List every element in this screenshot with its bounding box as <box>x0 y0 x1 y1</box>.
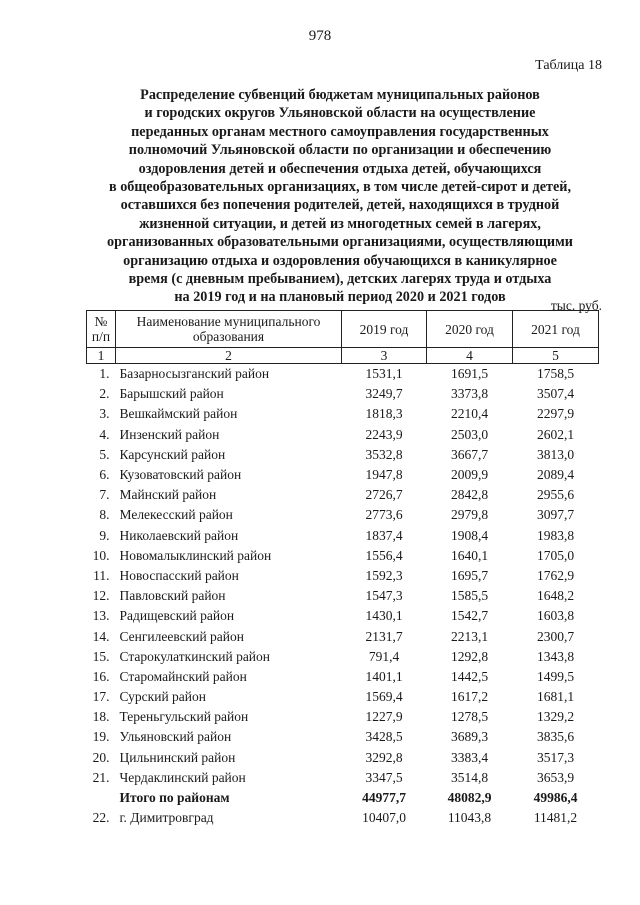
value-2020: 1691,5 <box>450 366 489 382</box>
subvention-table <box>86 310 599 828</box>
value-2020: 1908,4 <box>450 527 489 543</box>
value-2020: 3373,8 <box>450 386 489 402</box>
value-2021: 3517,3 <box>536 749 575 765</box>
column-number: 4 <box>427 348 513 364</box>
header-2021: 2021 год <box>513 311 599 348</box>
value-2019: 3292,8 <box>365 749 403 765</box>
value-2019: 1401,1 <box>365 668 403 684</box>
value-2020: 11043,8 <box>447 810 492 826</box>
column-number-row <box>87 348 599 364</box>
title-line: организованных образовательными организациями, осуществляющими <box>107 234 573 251</box>
row-number <box>87 788 116 808</box>
title-line: переданных органам местного самоуправления государственных <box>131 123 549 140</box>
table-header-row <box>87 311 599 348</box>
table-row <box>87 566 599 586</box>
table-row <box>87 667 599 687</box>
value-2019: 2131,7 <box>365 628 403 644</box>
value-2019: 1837,4 <box>365 527 403 543</box>
value-2020: 1640,1 <box>450 547 489 563</box>
value-2021: 3097,7 <box>536 507 575 523</box>
column-number: 2 <box>116 348 342 364</box>
row-number: 18. <box>92 709 110 725</box>
value-2020: 3689,3 <box>450 729 489 745</box>
value-2021: 3835,6 <box>536 729 575 745</box>
total-row <box>87 788 599 808</box>
row-name: Николаевский район <box>119 527 239 543</box>
row-number: 6. <box>99 467 110 483</box>
value-2019: 1818,3 <box>365 406 403 422</box>
value-2021: 1499,5 <box>536 668 575 684</box>
value-2019: 44977,7 <box>362 790 406 806</box>
row-name: Старомайнский район <box>119 668 247 684</box>
row-name: Вешкаймский район <box>119 406 238 422</box>
title-line: полномочий Ульяновской области по организации и обеспечению <box>128 142 552 159</box>
value-2021: 1758,5 <box>536 366 575 382</box>
value-2020: 2842,8 <box>450 487 489 503</box>
page-number: 978 <box>308 28 332 44</box>
table-row <box>87 586 599 606</box>
value-2021: 2602,1 <box>536 426 575 442</box>
table-row <box>87 445 599 465</box>
row-name: Новомалыклинский район <box>119 547 272 563</box>
value-2021: 1343,8 <box>536 648 575 664</box>
value-2019: 3428,5 <box>365 729 403 745</box>
value-2020: 1585,5 <box>450 588 489 604</box>
value-2019: 1531,1 <box>365 366 403 382</box>
value-2021: 2300,7 <box>536 628 575 644</box>
row-name: Инзенский район <box>119 426 220 442</box>
value-2019: 3347,5 <box>365 769 403 785</box>
header-num: № п/п <box>87 311 116 348</box>
row-name: Новоспасский район <box>119 567 239 583</box>
table-label: Таблица 18 <box>535 58 602 73</box>
row-name: Старокулаткинский район <box>119 648 271 664</box>
title-line: Распределение субвенций бюджетам муниципальных районов <box>140 87 540 103</box>
value-2020: 1695,7 <box>450 567 489 583</box>
table-body <box>87 364 599 829</box>
value-2019: 1592,3 <box>365 567 403 583</box>
header-2020: 2020 год <box>427 311 513 348</box>
row-name: г. Димитровград <box>119 810 214 826</box>
table-row <box>87 505 599 525</box>
row-name: Мелекесский район <box>119 507 233 523</box>
row-number: 17. <box>92 689 110 705</box>
units-label: тыс. руб. <box>550 298 602 313</box>
row-name: Ульяновский район <box>119 729 232 745</box>
row-number: 19. <box>92 729 110 745</box>
row-name: Майнский район <box>119 487 217 503</box>
value-2019: 1569,4 <box>365 689 403 705</box>
table-row <box>87 647 599 667</box>
title-line: время (с дневным пребыванием), детских лагерях труда и отдыха <box>128 271 552 288</box>
table-row <box>87 768 599 788</box>
row-number: 15. <box>92 648 110 664</box>
value-2020: 3383,4 <box>450 749 489 765</box>
row-number: 14. <box>92 628 110 644</box>
row-name: Базарносызганский район <box>119 366 270 382</box>
value-2021: 3813,0 <box>536 446 575 462</box>
row-name: Итого по районам <box>119 790 230 806</box>
value-2021: 2089,4 <box>536 467 575 483</box>
value-2020: 48082,9 <box>447 790 492 806</box>
row-number: 5. <box>99 446 110 462</box>
title-line: оставшихся без попечения родителей, детей, находящихся в трудной <box>120 197 560 214</box>
table-row <box>87 384 599 404</box>
value-2020: 2503,0 <box>450 426 489 442</box>
row-number: 13. <box>92 608 110 624</box>
row-name: Барышский район <box>119 386 224 402</box>
value-2019: 1547,3 <box>365 588 403 604</box>
value-2019: 3249,7 <box>365 386 403 402</box>
value-2019: 2773,6 <box>365 507 403 523</box>
value-2021: 11481,2 <box>533 810 578 826</box>
value-2021: 1983,8 <box>536 527 575 543</box>
table-row <box>87 485 599 505</box>
value-2021: 49986,4 <box>533 790 578 806</box>
title-line: в общеобразовательных организациях, в том числе детей-сирот и детей, <box>109 179 571 196</box>
row-number: 20. <box>92 749 110 765</box>
value-2020: 2213,1 <box>450 628 489 644</box>
row-number: 4. <box>99 426 110 442</box>
value-2019: 1556,4 <box>365 547 403 563</box>
table-row <box>87 364 599 385</box>
table-row <box>87 727 599 747</box>
value-2020: 1442,5 <box>450 668 489 684</box>
row-name: Тереньгульский район <box>119 709 249 725</box>
row-number: 9. <box>99 527 110 543</box>
table-row <box>87 526 599 546</box>
value-2019: 2243,9 <box>365 426 403 442</box>
table-row <box>87 748 599 768</box>
value-2020: 3514,8 <box>450 769 489 785</box>
value-2019: 10407,0 <box>362 810 406 826</box>
row-number: 3. <box>99 406 110 422</box>
row-number: 11. <box>93 567 110 583</box>
column-number: 3 <box>342 348 427 364</box>
value-2020: 1292,8 <box>450 648 489 664</box>
value-2021: 1762,9 <box>536 567 575 583</box>
row-number: 8. <box>99 507 110 523</box>
title-line: и городских округов Ульяновской области на осуществление <box>144 105 536 122</box>
value-2021: 1648,2 <box>536 588 575 604</box>
row-number: 12. <box>92 588 110 604</box>
value-2020: 2009,9 <box>450 467 489 483</box>
row-number: 7. <box>99 487 110 503</box>
row-name: Сурский район <box>119 689 206 705</box>
value-2020: 3667,7 <box>450 446 489 462</box>
table-row <box>87 404 599 424</box>
value-2021: 3507,4 <box>536 386 575 402</box>
value-2020: 1542,7 <box>450 608 489 624</box>
value-2021: 2297,9 <box>536 406 575 422</box>
row-number: 2. <box>99 386 110 402</box>
value-2020: 2210,4 <box>450 406 489 422</box>
table-row <box>87 808 599 828</box>
column-number: 5 <box>513 348 599 364</box>
header-name: Наименование муниципального образования <box>116 311 342 348</box>
table-row <box>87 687 599 707</box>
value-2021: 3653,9 <box>536 769 575 785</box>
row-name: Сенгилеевский район <box>119 628 244 644</box>
row-name: Чердаклинский район <box>119 769 246 785</box>
value-2021: 1329,2 <box>536 709 575 725</box>
value-2019: 1227,9 <box>365 709 403 725</box>
table-row <box>87 425 599 445</box>
value-2019: 2726,7 <box>365 487 403 503</box>
header-2019: 2019 год <box>342 311 427 348</box>
value-2020: 1617,2 <box>450 689 489 705</box>
value-2020: 1278,5 <box>450 709 489 725</box>
row-number: 16. <box>92 668 110 684</box>
table-row <box>87 606 599 626</box>
title-line: жизненной ситуации, и детей из многодетных семей в лагерях, <box>139 215 541 232</box>
value-2019: 3532,8 <box>365 446 403 462</box>
row-name: Карсунский район <box>119 446 226 462</box>
value-2019: 1947,8 <box>365 467 403 483</box>
value-2021: 1603,8 <box>536 608 575 624</box>
table-row <box>87 707 599 727</box>
row-number: 21. <box>92 769 110 785</box>
value-2021: 1681,1 <box>536 689 575 705</box>
row-number: 22. <box>92 810 110 826</box>
table-row <box>87 546 599 566</box>
document-title <box>80 86 600 307</box>
value-2020: 2979,8 <box>450 507 489 523</box>
value-2021: 2955,6 <box>536 487 575 503</box>
title-line: организацию отдыха и оздоровления обучающихся в каникулярное <box>123 252 557 269</box>
row-number: 1. <box>99 366 110 382</box>
row-name: Цильнинский район <box>119 749 236 765</box>
row-name: Павловский район <box>119 588 226 604</box>
value-2021: 1705,0 <box>536 547 575 563</box>
title-line: на 2019 год и на плановый период 2020 и 2021 годов <box>174 289 506 306</box>
row-number: 10. <box>92 547 110 563</box>
row-name: Кузоватовский район <box>119 467 242 483</box>
value-2019: 791,4 <box>368 648 400 664</box>
value-2019: 1430,1 <box>365 608 403 624</box>
row-name: Радищевский район <box>119 608 235 624</box>
column-number: 1 <box>87 348 116 364</box>
table-row <box>87 465 599 485</box>
title-line: оздоровления детей и обеспечения отдыха детей, обучающихся <box>138 160 542 177</box>
table-row <box>87 626 599 646</box>
